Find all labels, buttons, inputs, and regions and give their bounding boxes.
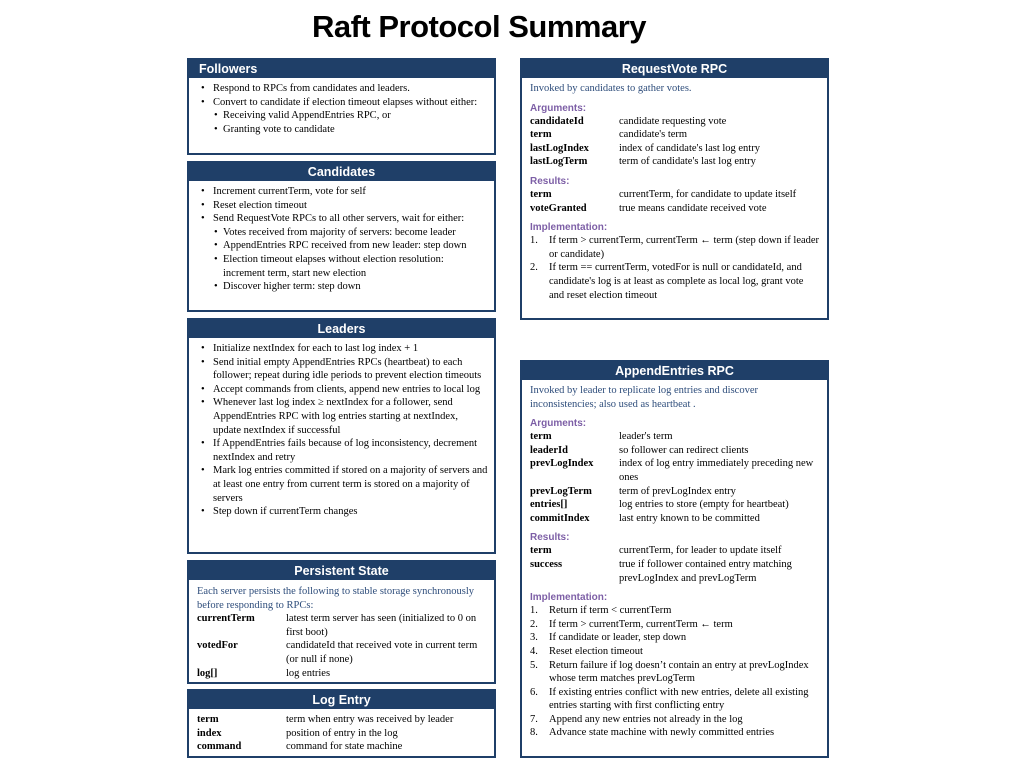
field-name: term xyxy=(530,188,552,200)
list-item: • Votes received from majority of servers: become leader xyxy=(210,226,488,240)
appendentries-header: AppendEntries RPC xyxy=(522,362,827,380)
implementation-label: Implementation: xyxy=(530,592,608,604)
field-description: so follower can redirect clients xyxy=(619,444,749,456)
field-description: position of entry in the log xyxy=(286,727,398,739)
field-name: command xyxy=(197,741,242,753)
requestvote-intro: Invoked by candidates to gather votes. xyxy=(530,83,692,94)
candidates-panel xyxy=(187,161,496,312)
persistent-state-intro: Each server persists the following to stable storage synchronously before responding to RPCs: xyxy=(197,586,475,611)
field-name: prevLogTerm xyxy=(530,485,592,497)
field-description: currentTerm, for leader to update itself xyxy=(619,545,782,557)
field-description: currentTerm, for candidate to update itself xyxy=(619,188,797,200)
field-description: true means candidate received vote xyxy=(619,202,767,214)
field-name: term xyxy=(530,129,552,141)
field-description: term when entry was received by leader xyxy=(286,714,454,725)
field-name: lastLogTerm xyxy=(530,156,588,168)
field-name: term xyxy=(530,545,552,557)
list-item: • Step down if currentTerm changes xyxy=(197,505,488,519)
list-item xyxy=(530,631,821,645)
field-description: leader's term xyxy=(619,431,673,443)
list-item: • Reset election timeout xyxy=(197,199,488,213)
list-item xyxy=(530,713,821,727)
arguments-label: Arguments: xyxy=(530,102,587,114)
list-item: • Mark log entries committed if stored on a majority of servers and at least one entry from current term is stored on a majority of servers xyxy=(197,464,488,505)
field-name: candidateId xyxy=(530,115,584,127)
field-description: last entry known to be committed xyxy=(619,512,760,524)
list-item: • Respond to RPCs from candidates and leaders. xyxy=(197,82,488,96)
candidates-header: Candidates xyxy=(189,163,494,181)
log-entry-header: Log Entry xyxy=(189,691,494,709)
list-item xyxy=(530,261,821,302)
followers-header: Followers xyxy=(189,60,494,78)
requestvote-panel xyxy=(520,58,829,320)
list-item: • Election timeout elapses without election resolution: increment term, start new election xyxy=(210,253,488,280)
field-name: voteGranted xyxy=(530,202,587,214)
field-name: leaderId xyxy=(530,444,568,456)
implementation-step: If candidate or leader, step down xyxy=(549,632,687,644)
list-item xyxy=(530,234,821,261)
field-name: success xyxy=(530,558,563,570)
appendentries-panel xyxy=(520,360,829,758)
list-item xyxy=(530,618,821,632)
field-name: entries[] xyxy=(530,499,568,511)
implementation-step: Return failure if log doesn’t contain an entry at prevLogIndex whose term matches prevLogTerm xyxy=(549,659,809,685)
list-item xyxy=(530,604,821,618)
implementation-step: Append any new entries not already in the log xyxy=(549,713,743,725)
field-description: term of prevLogIndex entry xyxy=(619,485,736,497)
list-item: • Whenever last log index ≥ nextIndex for a follower, send AppendEntries RPC with log entries starting at nextIndex, update nextIndex if successful xyxy=(197,396,488,437)
implementation-step: If term == currentTerm, votedFor is null or candidateId, and candidate's log is at least as complete as local log, grant vote and reset election timeout xyxy=(549,262,804,301)
list-item: • Granting vote to candidate xyxy=(210,123,488,137)
field-description: candidateId that received vote in current term (or null if none) xyxy=(286,640,478,665)
list-item xyxy=(530,645,821,659)
list-item xyxy=(530,659,821,686)
field-description: candidate's term xyxy=(619,129,688,141)
results-label: Results: xyxy=(530,532,570,544)
list-item: • Receiving valid AppendEntries RPC, or xyxy=(210,109,488,123)
requestvote-header: RequestVote RPC xyxy=(522,60,827,78)
list-item: • Increment currentTerm, vote for self xyxy=(197,185,488,199)
field-description: latest term server has seen (initialized to 0 on first boot) xyxy=(286,613,477,638)
appendentries-intro: Invoked by leader to replicate log entries and discover inconsistencies; also used as heartbeat . xyxy=(530,385,758,410)
field-description: term of candidate's last log entry xyxy=(619,156,756,168)
persistent-state-panel xyxy=(187,560,496,684)
implementation-step: If term > currentTerm, currentTerm ← term (step down if leader or candidate) xyxy=(549,235,820,260)
implementation-step: If existing entries conflict with new entries, delete all existing entries starting with first conflicting entry xyxy=(549,686,809,712)
persistent-state-header: Persistent State xyxy=(189,562,494,580)
field-description: candidate requesting vote xyxy=(619,115,727,127)
list-item: • If AppendEntries fails because of log inconsistency, decrement nextIndex and retry xyxy=(197,437,488,464)
implementation-step: Advance state machine with newly committed entries xyxy=(549,727,775,739)
field-description: index of log entry immediately preceding new ones xyxy=(619,458,814,483)
implementation-step: If term > currentTerm, currentTerm ← term xyxy=(549,618,733,630)
field-name: commitIndex xyxy=(530,512,590,524)
arguments-label: Arguments: xyxy=(530,418,587,430)
field-name: votedFor xyxy=(197,640,238,652)
results-label: Results: xyxy=(530,175,570,187)
field-name: lastLogIndex xyxy=(530,142,589,154)
field-description: index of candidate's last log entry xyxy=(619,142,760,154)
field-name: index xyxy=(197,727,222,739)
list-item: • Convert to candidate if election timeout elapses without either: xyxy=(197,96,488,110)
list-item xyxy=(530,686,821,713)
list-item: • Send initial empty AppendEntries RPCs (heartbeat) to each follower; repeat during idle periods to prevent election timeouts xyxy=(197,356,488,383)
implementation-step: Return if term < currentTerm xyxy=(549,605,672,617)
leaders-header: Leaders xyxy=(189,320,494,338)
field-description: command for state machine xyxy=(286,741,403,753)
field-description: true if follower contained entry matching prevLogIndex and prevLogTerm xyxy=(619,558,792,584)
field-name: currentTerm xyxy=(197,613,255,625)
field-name: term xyxy=(530,431,552,443)
list-item: • Accept commands from clients, append new entries to local log xyxy=(197,383,488,397)
list-item xyxy=(530,726,821,740)
list-item: • Initialize nextIndex for each to last log index + 1 xyxy=(197,342,488,356)
list-item: • Discover higher term: step down xyxy=(210,280,488,294)
field-name: prevLogIndex xyxy=(530,458,594,470)
field-description: log entries to store (empty for heartbeat) xyxy=(619,499,789,511)
log-entry-panel xyxy=(187,689,496,758)
implementation-step: Reset election timeout xyxy=(549,645,643,657)
list-item: • Send RequestVote RPCs to all other servers, wait for either: xyxy=(197,212,488,226)
page-title: Raft Protocol Summary xyxy=(311,9,646,44)
implementation-label: Implementation: xyxy=(530,222,608,234)
leaders-panel xyxy=(187,318,496,554)
followers-panel xyxy=(187,58,496,155)
field-name: log[] xyxy=(197,667,218,679)
field-description: log entries xyxy=(286,667,331,679)
field-name: term xyxy=(197,714,219,725)
list-item: • AppendEntries RPC received from new leader: step down xyxy=(210,239,488,253)
